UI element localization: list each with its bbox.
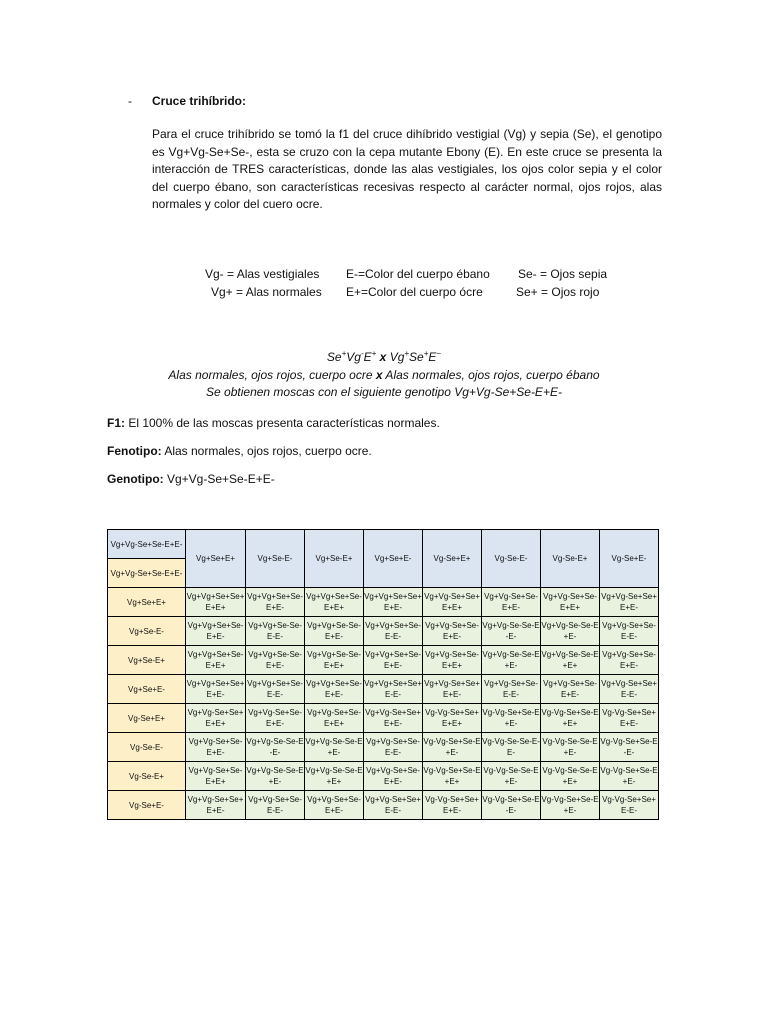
- genotype-cell: Vg-Vg-Se-Se-E-E-: [482, 733, 541, 762]
- genotype-cell: Vg+Vg-Se-Se-E+E-: [246, 762, 305, 791]
- genotype-cell: Vg+Vg-Se-Se-E+E-: [305, 733, 364, 762]
- legend-se-plus: Se+ = Ojos rojo: [516, 284, 600, 299]
- genotype-cell: Vg+Vg-Se+Se-E-E-: [600, 617, 659, 646]
- genotype-cell: Vg+Vg-Se+Se+E-E-: [600, 675, 659, 704]
- section-title: Cruce trihíbrido:: [152, 94, 247, 108]
- genotype-cell: Vg+Vg-Se+Se-E+E+: [186, 762, 246, 791]
- cross-phenotypes: Alas normales, ojos rojos, cuerpo ocre x Alas normales, ojos rojos, cuerpo ébano: [168, 367, 600, 382]
- genotype-cell: Vg-Vg-Se+Se-E+E+: [423, 762, 482, 791]
- genotype-cell: Vg+Vg-Se+Se+E+E-: [364, 704, 423, 733]
- column-header: Vg+Se+E-: [364, 530, 423, 588]
- genotype-cell: Vg+Vg-Se+Se+E+E-: [600, 588, 659, 617]
- punnett-row: [108, 675, 659, 704]
- genotype-cell: Vg+Vg+Se+Se+E+E-: [364, 588, 423, 617]
- genotype-cell: Vg-Vg-Se-Se-E+E+: [541, 762, 600, 791]
- genotype-cell: Vg-Vg-Se+Se+E-E-: [600, 791, 659, 820]
- genotipo-line: Genotipo: Vg+Vg-Se+Se-E+E-: [107, 472, 275, 486]
- genotype-cell: Vg+Vg+Se+Se+E+E-: [186, 675, 246, 704]
- genotype-cell: Vg+Vg-Se+Se-E-E-: [364, 733, 423, 762]
- fenotipo-line: Fenotipo: Alas normales, ojos rojos, cuerpo ocre.: [107, 444, 372, 458]
- row-header: Vg+Se+E+: [108, 588, 186, 617]
- genotype-cell: Vg+Vg-Se-Se-E+E-: [541, 617, 600, 646]
- punnett-row: [108, 617, 659, 646]
- legend-wings: [205, 266, 322, 301]
- punnett-row: [108, 762, 659, 791]
- genotype-cell: Vg-Vg-Se+Se-E-E-: [600, 733, 659, 762]
- intro-paragraph: Para el cruce trihíbrido se tomó la f1 del cruce dihíbrido vestigial (Vg) y sepia (Se), el genotipo es Vg+Vg-Se+Se-, esta se cruzo con la cepa mutante Ebony (E). En este cruce se presenta la interacción de TRES características, donde las alas vestigiales, los ojos color sepia y el color del cuerpo ébano, son características recesivas respecto al carácter normal, ojos rojos, alas normales y color del cuero ocre.: [152, 127, 662, 211]
- genotype-cell: Vg+Vg-Se-Se-E+E-: [482, 646, 541, 675]
- genotype-cell: Vg+Vg+Se+Se-E-E-: [246, 675, 305, 704]
- row-header: Vg+Se+E-: [108, 675, 186, 704]
- list-bullet: -: [128, 94, 132, 108]
- legend-vg-minus: Vg- = Alas vestigiales: [205, 267, 320, 281]
- column-header: Vg-Se+E+: [423, 530, 482, 588]
- genotype-cell: Vg-Vg-Se+Se+E+E+: [423, 704, 482, 733]
- genotype-cell: Vg+Vg-Se+Se-E+E-: [541, 675, 600, 704]
- genotype-cell: Vg+Vg+Se+Se-E+E+: [186, 646, 246, 675]
- punnett-row: [108, 733, 659, 762]
- column-header: Vg-Se+E-: [600, 530, 659, 588]
- legend-eyes: [518, 266, 607, 301]
- cross-symbol: x: [379, 350, 387, 364]
- genotype-cell: Vg-Vg-Se+Se-E+E+: [541, 704, 600, 733]
- genotype-cell: Vg+Vg+Se+Se-E+E-: [364, 646, 423, 675]
- row-header: Vg+Se-E+: [108, 646, 186, 675]
- parent-genotype-bottom: Vg+Vg-Se+Se-E+E-: [108, 559, 186, 588]
- genotype-cell: Vg+Vg-Se+Se+E+E+: [186, 704, 246, 733]
- genotype-cell: Vg+Vg-Se+Se-E+E-: [482, 588, 541, 617]
- genotype-cell: Vg+Vg+Se-Se-E+E-: [246, 646, 305, 675]
- genotype-cell: Vg-Vg-Se-Se-E+E-: [541, 733, 600, 762]
- column-header: Vg-Se-E-: [482, 530, 541, 588]
- genotype-cell: Vg+Vg-Se-Se-E-E-: [246, 733, 305, 762]
- genotype-cell: Vg+Vg-Se+Se-E+E-: [305, 791, 364, 820]
- genotype-cell: Vg+Vg+Se+Se+E+E+: [186, 588, 246, 617]
- genotype-cell: Vg+Vg+Se-Se-E+E+: [305, 646, 364, 675]
- genotype-cell: Vg+Vg+Se+Se-E+E+: [305, 588, 364, 617]
- f1-line: F1: El 100% de las moscas presenta características normales.: [107, 416, 440, 430]
- genotype-cell: Vg+Vg-Se+Se-E-E-: [246, 791, 305, 820]
- column-header: Vg+Se+E+: [186, 530, 246, 588]
- genotype-cell: Vg+Vg+Se+Se-E+E-: [246, 588, 305, 617]
- genotype-cell: Vg-Vg-Se+Se-E+E-: [541, 791, 600, 820]
- genotype-cell: Vg+Vg+Se+Se-E+E-: [305, 675, 364, 704]
- genotype-cell: Vg+Vg-Se+Se-E+E+: [541, 588, 600, 617]
- row-header: Vg-Se+E-: [108, 791, 186, 820]
- genotype-cell: Vg-Vg-Se-Se-E+E-: [482, 762, 541, 791]
- genotype-cell: Vg+Vg+Se-Se-E-E-: [246, 617, 305, 646]
- genotype-cell: Vg+Vg-Se+Se+E+E-: [423, 675, 482, 704]
- column-header: Vg+Se-E+: [305, 530, 364, 588]
- cross-block: [0, 345, 768, 402]
- punnett-row: [108, 588, 659, 617]
- column-header: Vg-Se-E+: [541, 530, 600, 588]
- legend-se-minus: Se- = Ojos sepia: [518, 267, 608, 281]
- genotype-cell: Vg-Vg-Se+Se-E+E-: [423, 733, 482, 762]
- genotype-cell: Vg+Vg+Se+Se+E-E-: [364, 675, 423, 704]
- genotype-cell: Vg+Vg-Se+Se+E+E+: [423, 588, 482, 617]
- genotype-cell: Vg+Vg-Se+Se-E+E-: [364, 762, 423, 791]
- punnett-row: [108, 704, 659, 733]
- genotype-cell: Vg+Vg-Se-Se-E+E+: [305, 762, 364, 791]
- genotype-cell: Vg+Vg-Se+Se+E+E-: [186, 791, 246, 820]
- parent-genotype-top: Vg+Vg-Se+Se-E+E-: [108, 530, 186, 559]
- genotype-cell: Vg+Vg+Se-Se-E+E-: [305, 617, 364, 646]
- legend-body: [346, 266, 490, 301]
- legend-vg-plus: Vg+ = Alas normales: [211, 284, 322, 299]
- legend-e-minus: E-=Color del cuerpo ébano: [346, 267, 490, 281]
- genotype-cell: Vg+Vg-Se-Se-E+E+: [541, 646, 600, 675]
- row-header: Vg-Se+E+: [108, 704, 186, 733]
- genotype-cell: Vg-Vg-Se+Se-E-E-: [482, 791, 541, 820]
- genotype-cell: Vg+Vg-Se+Se-E+E-: [246, 704, 305, 733]
- genotype-cell: Vg+Vg-Se+Se-E+E-: [600, 646, 659, 675]
- genotype-cell: Vg+Vg-Se+Se-E+E+: [305, 704, 364, 733]
- genotype-cell: Vg+Vg-Se+Se-E-E-: [482, 675, 541, 704]
- punnett-square: [107, 529, 659, 820]
- genotype-cell: Vg+Vg+Se+Se-E-E-: [364, 617, 423, 646]
- genotype-cell: Vg+Vg-Se+Se-E+E-: [186, 733, 246, 762]
- genotype-cell: Vg+Vg-Se+Se-E+E-: [423, 617, 482, 646]
- genotype-cell: Vg-Vg-Se+Se-E+E-: [482, 704, 541, 733]
- column-header: Vg+Se-E-: [246, 530, 305, 588]
- genotype-cell: Vg-Vg-Se+Se+E+E-: [600, 704, 659, 733]
- genotype-cell: Vg+Vg-Se+Se+E-E-: [364, 791, 423, 820]
- legend-e-plus: E+=Color del cuerpo ócre: [346, 284, 483, 299]
- row-header: Vg-Se-E-: [108, 733, 186, 762]
- punnett-row: [108, 646, 659, 675]
- genotype-cell: Vg+Vg-Se+Se-E+E+: [423, 646, 482, 675]
- cross-result: Se obtienen moscas con el siguiente genotipo Vg+Vg-Se+Se-E+E-: [206, 385, 562, 399]
- cross-parents: Se+Vg-E+ x Vg+Se+E−: [326, 349, 442, 364]
- genotype-cell: Vg-Vg-Se+Se-E+E-: [600, 762, 659, 791]
- genotype-cell: Vg+Vg-Se-Se-E-E-: [482, 617, 541, 646]
- row-header: Vg+Se-E-: [108, 617, 186, 646]
- punnett-row: [108, 791, 659, 820]
- row-header: Vg-Se-E+: [108, 762, 186, 791]
- genotype-cell: Vg-Vg-Se+Se+E+E-: [423, 791, 482, 820]
- genotype-cell: Vg+Vg+Se+Se-E+E-: [186, 617, 246, 646]
